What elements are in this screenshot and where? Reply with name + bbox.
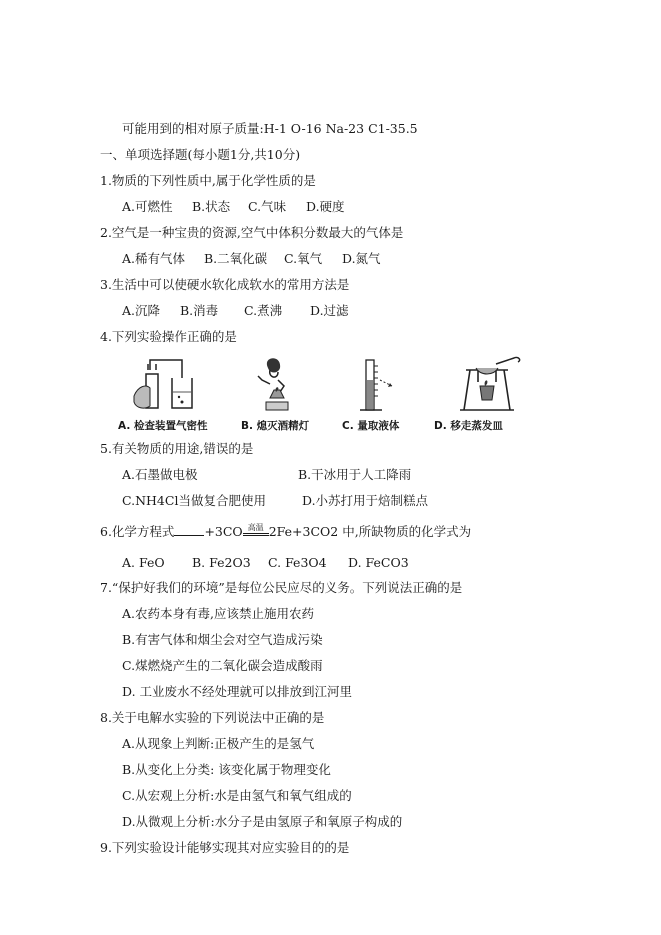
figure-d[interactable] <box>456 356 526 414</box>
option-b[interactable]: B.状态 <box>192 199 231 214</box>
option-d[interactable]: D. FeCO3 <box>348 555 409 570</box>
caption-d: D. 移走蒸发皿 <box>434 420 503 432</box>
option-d[interactable]: D.小苏打用于焙制糕点 <box>302 493 429 508</box>
q3-stem: 3.生活中可以使硬水软化成软水的常用方法是 <box>100 277 350 292</box>
option-d[interactable]: D.硬度 <box>306 199 345 214</box>
q7-stem: 7.“保护好我们的环境”是每位公民应尽的义务。下列说法正确的是 <box>100 580 463 595</box>
option-c[interactable]: C.NH4Cl当做复合肥使用 <box>122 493 266 508</box>
option-a[interactable]: A.沉降 <box>122 303 161 318</box>
q6-stem-suffix: 2Fe+3CO2 中,所缺物质的化学式为 <box>268 524 472 539</box>
option-c[interactable]: C.氧气 <box>284 251 323 266</box>
q1-stem: 1.物质的下列性质中,属于化学性质的是 <box>100 173 316 188</box>
option-d[interactable]: D.氮气 <box>342 251 381 266</box>
q4-figures <box>118 356 538 436</box>
evaporating-dish-icon <box>456 356 526 414</box>
figure-a[interactable] <box>128 356 208 414</box>
caption-b: B. 熄灭酒精灯 <box>241 420 310 432</box>
q7-option-c[interactable]: C.煤燃烧产生的二氧化碳会造成酸雨 <box>122 658 323 673</box>
q6-stem <box>100 524 471 540</box>
option-b[interactable]: B.干冰用于人工降雨 <box>298 467 412 482</box>
gas-tightness-apparatus-icon <box>128 356 208 414</box>
option-a[interactable]: A. FeO <box>122 555 165 570</box>
q9-stem: 9.下列实验设计能够实现其对应实验目的的是 <box>100 840 350 855</box>
q8-option-a[interactable]: A.从现象上判断:正极产生的是氢气 <box>122 736 315 751</box>
q7-option-a[interactable]: A.农药本身有毒,应该禁止施用农药 <box>122 606 314 621</box>
option-a[interactable]: A.可燃性 <box>122 199 173 214</box>
option-b[interactable]: B.二氧化碳 <box>204 251 268 266</box>
q8-option-b[interactable]: B.从变化上分类: 该变化属于物理变化 <box>122 762 331 777</box>
caption-a: A. 检查装置气密性 <box>118 420 208 432</box>
answer-blank[interactable] <box>174 525 204 536</box>
option-c[interactable]: C.煮沸 <box>244 303 283 318</box>
reaction-condition <box>243 523 269 536</box>
atomic-masses-line: 可能用到的相对原子质量:H-1 O-16 Na-23 C1-35.5 <box>122 121 418 136</box>
q6-stem-mid: +3CO <box>204 524 243 539</box>
figure-b[interactable] <box>248 356 308 414</box>
extinguish-alcohol-lamp-icon <box>248 356 308 414</box>
q6-stem-prefix: 6.化学方程式 <box>100 524 175 539</box>
section-title: 一、单项选择题(每小题1分,共10分) <box>100 147 301 162</box>
measuring-cylinder-icon <box>346 356 406 414</box>
option-b[interactable]: B. Fe2O3 <box>192 555 251 570</box>
q5-stem: 5.有关物质的用途,错误的是 <box>100 441 254 456</box>
figure-c[interactable] <box>346 356 406 414</box>
q8-option-c[interactable]: C.从宏观上分析:水是由氢气和氧气组成的 <box>122 788 352 803</box>
q8-stem: 8.关于电解水实验的下列说法中正确的是 <box>100 710 325 725</box>
option-a[interactable]: A.石墨做电极 <box>122 467 198 482</box>
option-c[interactable]: C.气味 <box>248 199 287 214</box>
option-a[interactable]: A.稀有气体 <box>122 251 186 266</box>
q4-stem: 4.下列实验操作正确的是 <box>100 329 237 344</box>
option-d[interactable]: D.过滤 <box>310 303 349 318</box>
option-b[interactable]: B.消毒 <box>180 303 219 318</box>
q7-option-b[interactable]: B.有害气体和烟尘会对空气造成污染 <box>122 632 323 647</box>
option-c[interactable]: C. Fe3O4 <box>268 555 327 570</box>
q8-option-d[interactable]: D.从微观上分析:水分子是由氢原子和氧原子构成的 <box>122 814 403 829</box>
q7-option-d[interactable]: D. 工业废水不经处理就可以排放到江河里 <box>122 684 353 699</box>
q2-stem: 2.空气是一种宝贵的资源,空气中体积分数最大的气体是 <box>100 225 404 240</box>
condition-label: 高温 <box>247 523 264 532</box>
caption-c: C. 量取液体 <box>342 420 400 432</box>
